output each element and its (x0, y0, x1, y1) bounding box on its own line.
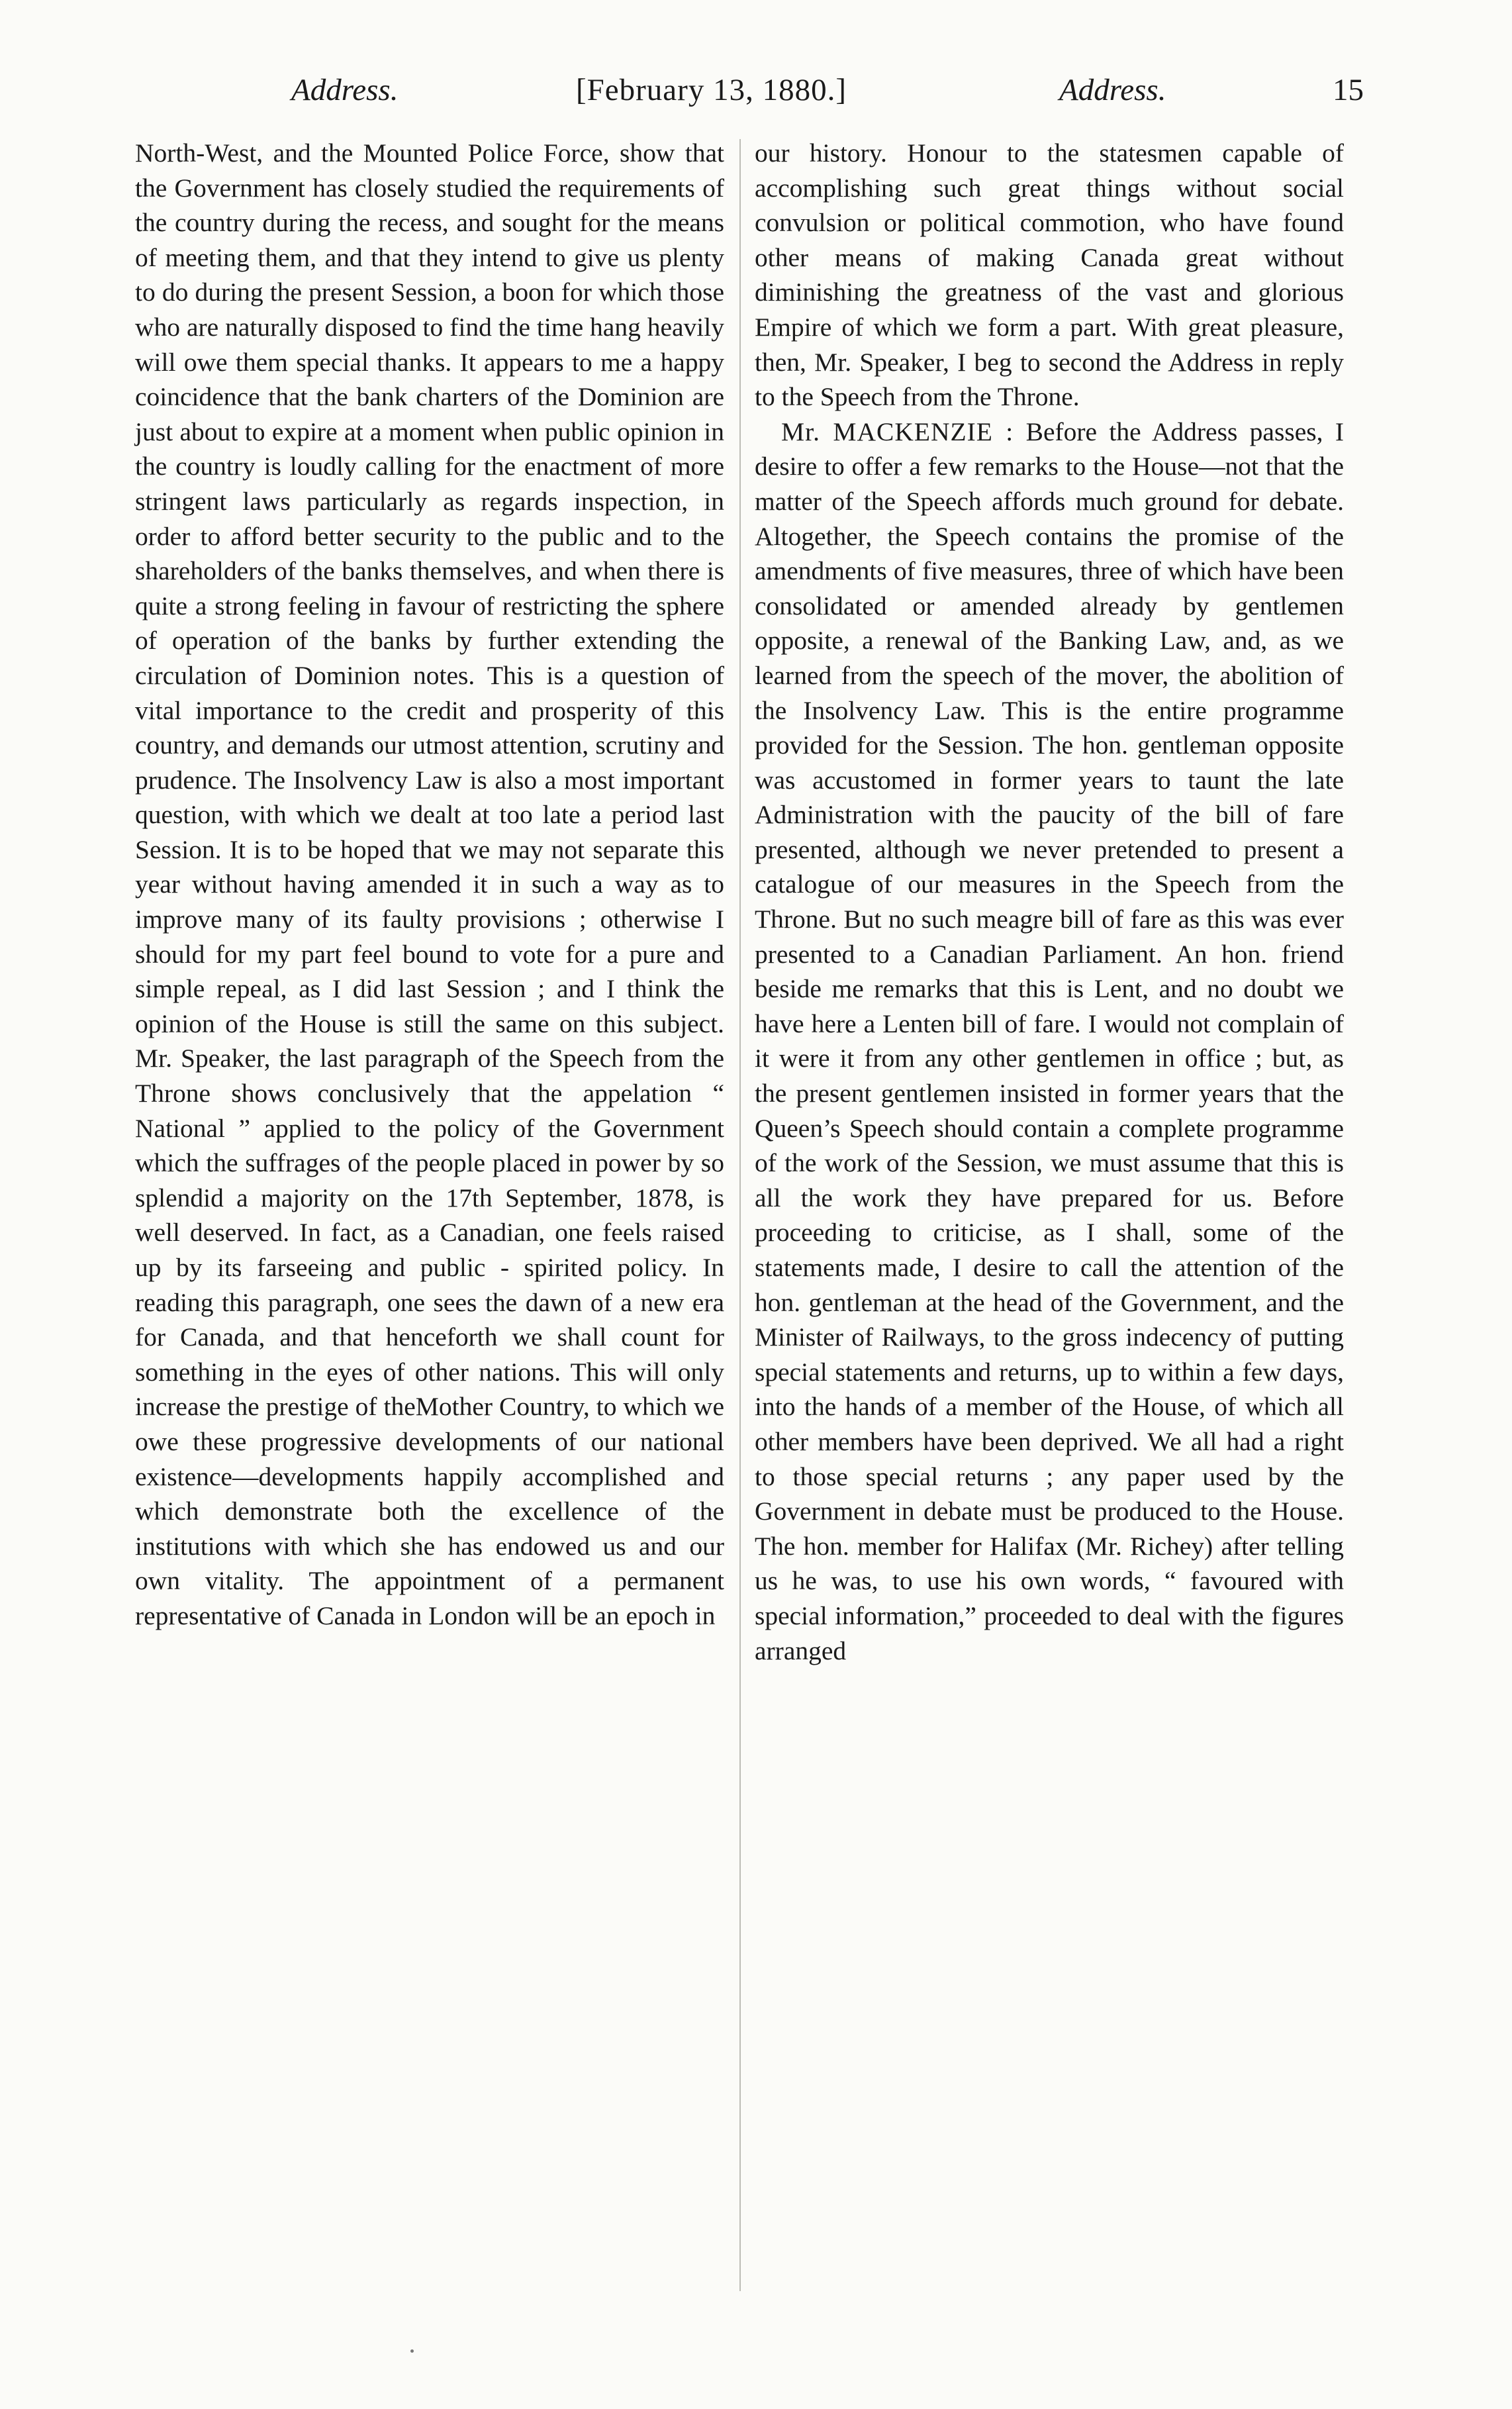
header-right-title: Address. (1059, 73, 1166, 107)
speech-text: Before the Address passes, I desire to offer a few remarks to the House—not that the matter of the Speech affords much ground for debate. Altogether, the Speech contains the promise of the amendments of five measures, three of which have been consolidated or amended already by gentlemen opposite, a renewal of the Banking Law, and, as we learned from the speech of the mover, the abolition of the Insolvency Law. This is the entire programme provided for the Session. The hon. gentleman opposite was accustomed in former years to taunt the late Administration with the paucity of the bill of fare presented, although we never pretended to present a catalogue of our measures in the Speech from the Throne. But no such meagre bill of fare as this was ever presented to a Canadian Parliament. An hon. friend beside me remarks that this is Lent, and no doubt we have here a Lenten bill of fare. I would not complain of it were it from any other gentlemen in office ; but, as the present gentlemen insisted in former years that the Queen’s Speech should contain a complete programme of the work of the Session, we must assume that this is all the work they have prepared for us. Before proceeding to criticise, as I shall, some of the statements made, I desire to call the attention of the hon. gentleman at the head of the Government, and the Minister of Railways, to the gross indecency of putting special statements and returns, up to within a few days, into the hands of a member of the House, of which all other members have been deprived. We all had a right to those special returns ; any paper used by the Government in debate must be produced to the House. The hon. member for Halifax (Mr. Richey) after telling us he was, to use his own words, “ favoured with special information,” proceeded to deal with the figures arranged (755, 417, 1344, 1665)
running-header (291, 64, 1364, 117)
page-speck (410, 2349, 414, 2353)
header-left-title: Address. (291, 73, 399, 107)
right-column (755, 136, 1344, 1668)
header-date: [February 13, 1880.] (576, 73, 847, 107)
left-column-paragraph: North-West, and the Mounted Police Force, show that the Government has closely studied the requirements of the country during the recess, and sought for the means of meeting them, and that they intend to give us plenty to do during the present Session, a boon for which those who are naturally disposed to find the time hang heavily will owe them special thanks. It appears to me a happy coincidence that the bank charters of the Dominion are just about to expire at a moment when public opinion in the country is loudly calling for the enactment of more stringent laws particularly as regards inspection, in order to afford better security to the public and to the shareholders of the banks themselves, and when there is quite a strong feeling in favour of restricting the sphere of operation of the banks by further extending the circulation of Dominion notes. This is a question of vital importance to the credit and prosperity of this country, and demands our utmost attention, scrutiny and prudence. The Insolvency Law is also a most important question, with which we dealt at too late a period last Session. It is to be hoped that we may not separate this year without having amended it in such a way as to improve many of its faulty provisions ; otherwise I should for my part feel bound to vote for a pure and simple repeal, as I did last Session ; and I think the opinion of the House is still the same on this subject. Mr. Speaker, the last paragraph of the Speech from the Throne shows conclusively that the appelation “ National ” applied to the policy of the Government which the suffrages of the people placed in power by so splendid a majority on the 17th September, 1878, is well deserved. In fact, as a Canadian, one feels raised up by its farseeing and public - spirited policy. In reading this paragraph, one sees the dawn of a new era for Canada, and that henceforth we shall count for something in the eyes of other nations. This will only increase the prestige of theMother Country, to which we owe these progressive developments of our national existence—developments happily accomplished and which demonstrate both the excellence of the institutions with which she has endowed us and our own vitality. The appointment of a permanent representative of Canada in London will be an epoch in (135, 138, 724, 1630)
right-column-paragraph-2 (755, 415, 1344, 1668)
right-column-paragraph-1: our history. Honour to the statesmen capable of accomplishing such great things without social convulsion or political commotion, who have found other means of making Canada great without diminishing the greatness of the vast and glorious Empire of which we form a part. With great pleasure, then, Mr. Speaker, I beg to second the Address in reply to the Speech from the Throne. (755, 138, 1344, 412)
page-number: 15 (1333, 73, 1364, 107)
column-divider (739, 139, 741, 2291)
speaker-name: Mr. MACKENZIE : (781, 417, 1014, 446)
left-column (135, 136, 724, 1634)
